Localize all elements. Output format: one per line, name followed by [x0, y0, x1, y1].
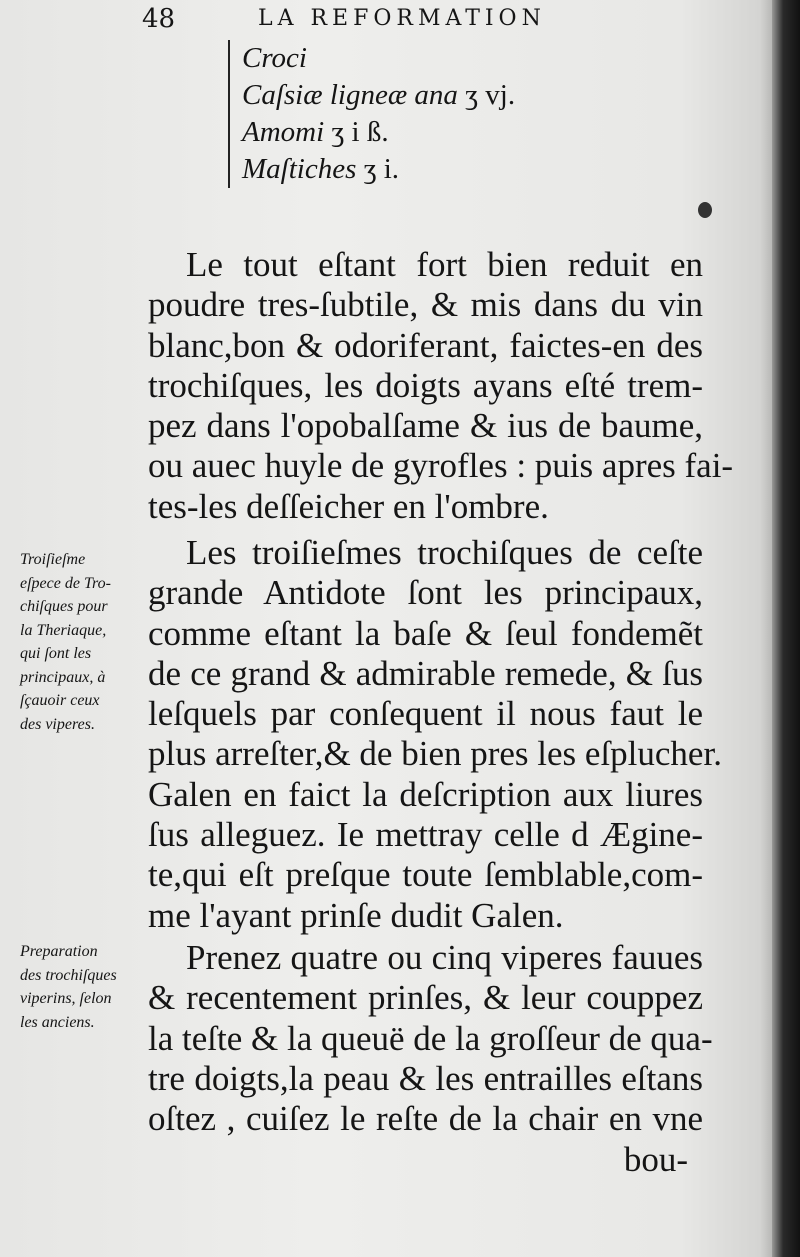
recipe-item	[242, 151, 515, 188]
margin-line: Troiſieſme	[20, 551, 86, 568]
paragraph-3	[148, 938, 713, 1139]
text-line: tes-les deſſeicher en l'ombre.	[148, 486, 549, 526]
margin-line: des viperes.	[20, 715, 95, 733]
text-line: oſtez , cuiſez le reſte de la chair en vne	[148, 1099, 703, 1139]
ingredient-name: Croci	[242, 42, 307, 74]
text-line: comme eſtant la baſe & ſeul fondemẽt	[148, 613, 703, 653]
text-line: la teſte & la queuë de la groſſeur de qua-	[148, 1018, 713, 1058]
ink-spot	[698, 202, 712, 218]
paragraph-1	[148, 245, 734, 527]
recipe-item	[242, 77, 515, 114]
margin-line: des trochiſques	[20, 966, 117, 984]
text-line: de ce grand & admirable remede, & ſus	[148, 653, 703, 693]
page-number: 48	[142, 4, 176, 34]
text-line: ou auec huyle de gyrofles : puis apres fai-	[148, 446, 734, 486]
text-line: grande Antidote ſont les principaux,	[148, 573, 703, 613]
text-line: & recentement prinſes, & leur couppez	[148, 978, 703, 1018]
text-line: plus arreſter,& de bien pres les eſplucher.	[148, 734, 722, 774]
text-line: trochiſques, les doigts ayans eſté trem-	[148, 365, 703, 405]
text-line: Les troiſieſmes trochiſques de ceſte	[186, 533, 703, 572]
ingredient-dose: ʒ i.	[363, 153, 400, 185]
text-line: poudre tres-ſubtile, & mis dans du vin	[148, 285, 703, 325]
margin-line: Preparation	[20, 943, 98, 960]
ingredient-dose: ʒ i ß.	[331, 116, 389, 148]
text-line: te,qui eſt preſque toute ſemblable,com-	[148, 855, 703, 895]
margin-line: eſpece de Tro-	[20, 574, 111, 592]
text-line: Galen en faict la deſcription aux liures	[148, 774, 703, 814]
text-line: me l'ayant prinſe dudit Galen.	[148, 895, 564, 935]
margin-note-preparation	[20, 940, 150, 1034]
book-spine	[772, 0, 800, 1257]
text-line: Prenez quatre ou cinq viperes fauues	[186, 938, 703, 977]
ingredient-dose: ʒ vj.	[465, 79, 516, 111]
text-line: pez dans l'opobalſame & ius de baume,	[148, 406, 703, 446]
paragraph-2	[148, 533, 722, 936]
margin-line: ſçauoir ceux	[20, 692, 100, 709]
margin-line: la Theriaque,	[20, 621, 107, 639]
ingredient-name: Amomi	[242, 116, 325, 148]
text-line: leſquels par conſequent il nous faut le	[148, 694, 703, 734]
recipe-item	[242, 114, 515, 151]
margin-line: qui ſont les	[20, 645, 92, 662]
recipe-item	[242, 40, 515, 77]
catchword: bou-	[623, 1140, 688, 1179]
text-line: ſus alleguez. Ie mettray celle d Ægine-	[148, 815, 703, 855]
recipe-list	[228, 40, 515, 188]
margin-note-troisiesme	[20, 548, 150, 736]
ingredient-name: Caſsiæ ligneæ ana	[242, 79, 458, 111]
margin-line: les anciens.	[20, 1013, 95, 1031]
text-line: tre doigts,la peau & les entrailles eſtans	[148, 1058, 703, 1098]
margin-line: chiſques pour	[20, 598, 108, 615]
margin-line: principaux, à	[20, 668, 106, 686]
text-line: blanc,bon & odoriferant, faictes-en des	[148, 325, 703, 365]
text-line: Le tout eſtant fort bien reduit en	[186, 245, 703, 284]
margin-line: viperins, ſelon	[20, 990, 112, 1007]
running-title: LA REFORMATION	[258, 6, 546, 31]
ingredient-name: Maſtiches	[242, 153, 357, 185]
